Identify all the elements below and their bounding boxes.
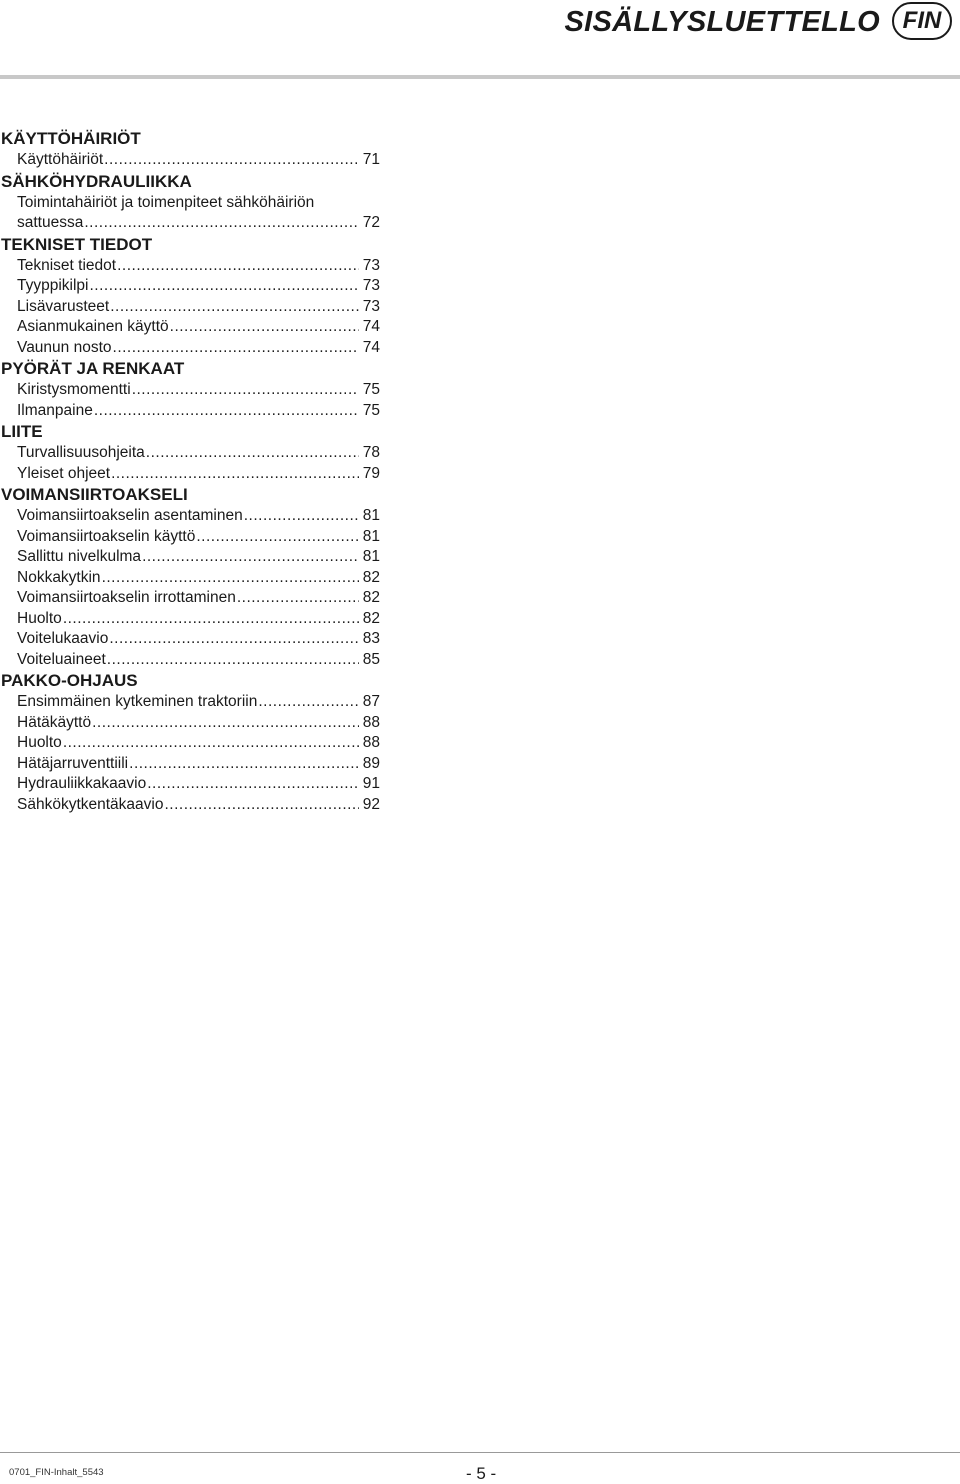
toc-entry-label: Voimansiirtoakselin asentaminen (17, 507, 243, 524)
toc-entry-label: Voimansiirtoakselin käyttö (17, 527, 196, 545)
toc-dot-leader (104, 150, 359, 171)
toc-entry (0, 338, 380, 359)
language-badge: FIN (892, 2, 952, 40)
toc-dot-leader (258, 692, 359, 713)
toc-entry-label: Tyyppikilpi (17, 277, 89, 294)
toc-entry-page: 85 (362, 650, 380, 668)
toc-entry-label: Nokkakytkin (17, 568, 101, 586)
toc-entry (0, 317, 380, 338)
toc-entry (0, 547, 380, 568)
toc-dot-leader (109, 629, 359, 650)
toc-dot-leader (117, 256, 359, 277)
toc-entry-label: Hätäkäyttö (17, 713, 92, 731)
toc-entry-page: 91 (362, 775, 380, 792)
toc-entry (0, 527, 380, 548)
table-of-contents (0, 128, 380, 815)
toc-entry-page: 81 (362, 548, 380, 565)
toc-entry (0, 256, 380, 277)
toc-entry-page: 88 (362, 713, 380, 731)
toc-entry-label: Kiristysmomentti (17, 381, 131, 398)
toc-entry-label: Vaunun nosto (17, 338, 112, 356)
toc-entry-label: Yleiset ohjeet (17, 464, 111, 482)
toc-entry (0, 650, 380, 671)
toc-dot-leader (164, 795, 359, 816)
toc-entry (0, 276, 380, 297)
toc-entry-label: Voiteluaineet (17, 650, 106, 668)
toc-section-heading: TEKNISET TIEDOT (1, 234, 153, 254)
toc-entry-page: 78 (362, 444, 380, 461)
toc-entry (0, 380, 380, 401)
toc-section-heading: SÄHKÖHYDRAULIIKKA (1, 171, 192, 191)
toc-dot-leader (132, 380, 359, 401)
toc-dot-leader (129, 754, 359, 775)
toc-entry (0, 401, 380, 422)
toc-entry-label: Voimansiirtoakselin irrottaminen (17, 589, 236, 606)
toc-entry (0, 588, 380, 609)
toc-dot-leader (63, 609, 359, 630)
toc-dot-leader (113, 338, 359, 359)
toc-entry (0, 713, 380, 734)
toc-entry-page: 83 (362, 630, 380, 647)
toc-dot-leader (111, 464, 359, 485)
toc-entry-page: 75 (362, 381, 380, 398)
toc-entry-page: 82 (362, 568, 380, 586)
toc-dot-leader (102, 568, 359, 589)
toc-dot-leader (90, 276, 360, 297)
toc-entry-page: 74 (362, 318, 380, 335)
toc-dot-leader (244, 506, 359, 527)
toc-dot-leader (92, 713, 359, 734)
toc-entry-label: Hätäjarruventtiili (17, 754, 129, 772)
toc-entry (0, 213, 380, 234)
toc-entry-page: 88 (362, 734, 380, 751)
toc-entry-page: 81 (362, 527, 380, 545)
toc-dot-leader (94, 401, 359, 422)
toc-section-heading: PAKKO-OHJAUS (1, 671, 138, 690)
toc-dot-leader (84, 213, 359, 234)
toc-entry-page: 75 (362, 401, 380, 419)
toc-entry (0, 754, 380, 775)
toc-entry-page: 92 (362, 795, 380, 813)
page-title: SISÄLLYSLUETTELLO (564, 6, 880, 38)
toc-entry (0, 692, 380, 713)
toc-entry-page: 89 (362, 754, 380, 772)
header-divider (0, 75, 960, 79)
toc-entry-label: Voitelukaavio (17, 630, 109, 647)
toc-entry-label: Tekniset tiedot (17, 256, 117, 274)
toc-entry-label: Lisävarusteet (17, 297, 110, 315)
toc-entry (0, 774, 380, 795)
toc-entry-label: sattuessa (17, 214, 84, 231)
toc-dot-leader (147, 774, 359, 795)
toc-entry-page: 72 (362, 214, 380, 231)
toc-dot-leader (196, 527, 359, 548)
toc-entry-label: Sähkökytkentäkaavio (17, 795, 164, 813)
toc-entry-page: 74 (362, 338, 380, 356)
toc-dot-leader (146, 443, 359, 464)
toc-entry-page: 79 (362, 464, 380, 482)
toc-entry-page: 73 (362, 277, 380, 294)
toc-dot-leader (63, 733, 359, 754)
toc-entry (0, 443, 380, 464)
toc-entry (0, 733, 380, 754)
toc-section-heading: PYÖRÄT JA RENKAAT (1, 359, 185, 378)
toc-entry (0, 506, 380, 527)
toc-entry-page: 82 (362, 589, 380, 606)
toc-entry (0, 464, 380, 485)
footer-divider (0, 1452, 960, 1453)
toc-entry-page: 81 (362, 507, 380, 524)
toc-entry-page: 71 (362, 151, 380, 168)
toc-dot-leader (107, 650, 359, 671)
toc-section-heading: KÄYTTÖHÄIRIÖT (1, 129, 141, 148)
footer-document-code: 0701_FIN-Inhalt_5543 (9, 1467, 104, 1478)
toc-dot-leader (170, 317, 359, 338)
toc-entry-label: Hydrauliikkakaavio (17, 775, 147, 792)
toc-section-heading: LIITE (1, 422, 43, 441)
toc-entry (0, 297, 380, 318)
toc-entry (0, 568, 380, 589)
toc-dot-leader (110, 297, 359, 318)
toc-entry-label: Asianmukainen käyttö (17, 318, 169, 335)
toc-entry-page: 82 (362, 609, 380, 627)
toc-entry-page: 73 (362, 256, 380, 274)
footer-page-number: - 5 - (466, 1464, 497, 1483)
toc-entry-label-line: Toimintahäiriöt ja toimenpiteet sähköhäiriön (17, 193, 315, 211)
toc-entry-label: Huolto (17, 609, 62, 627)
toc-entry-label: Huolto (17, 734, 62, 751)
toc-dot-leader (142, 547, 359, 568)
toc-entry-label: Sallittu nivelkulma (17, 548, 142, 565)
toc-entry-page: 73 (362, 297, 380, 315)
toc-entry (0, 609, 380, 630)
toc-entry-page: 87 (362, 693, 380, 710)
toc-section-heading: VOIMANSIIRTOAKSELI (1, 485, 188, 504)
toc-entry-label: Käyttöhäiriöt (17, 151, 104, 168)
toc-entry (0, 150, 380, 171)
toc-dot-leader (237, 588, 359, 609)
toc-entry (0, 629, 380, 650)
toc-entry-label: Ilmanpaine (17, 401, 93, 419)
toc-entry-label: Turvallisuusohjeita (17, 444, 145, 461)
toc-entry-label: Ensimmäinen kytkeminen traktoriin (17, 693, 258, 710)
toc-entry (0, 795, 380, 816)
